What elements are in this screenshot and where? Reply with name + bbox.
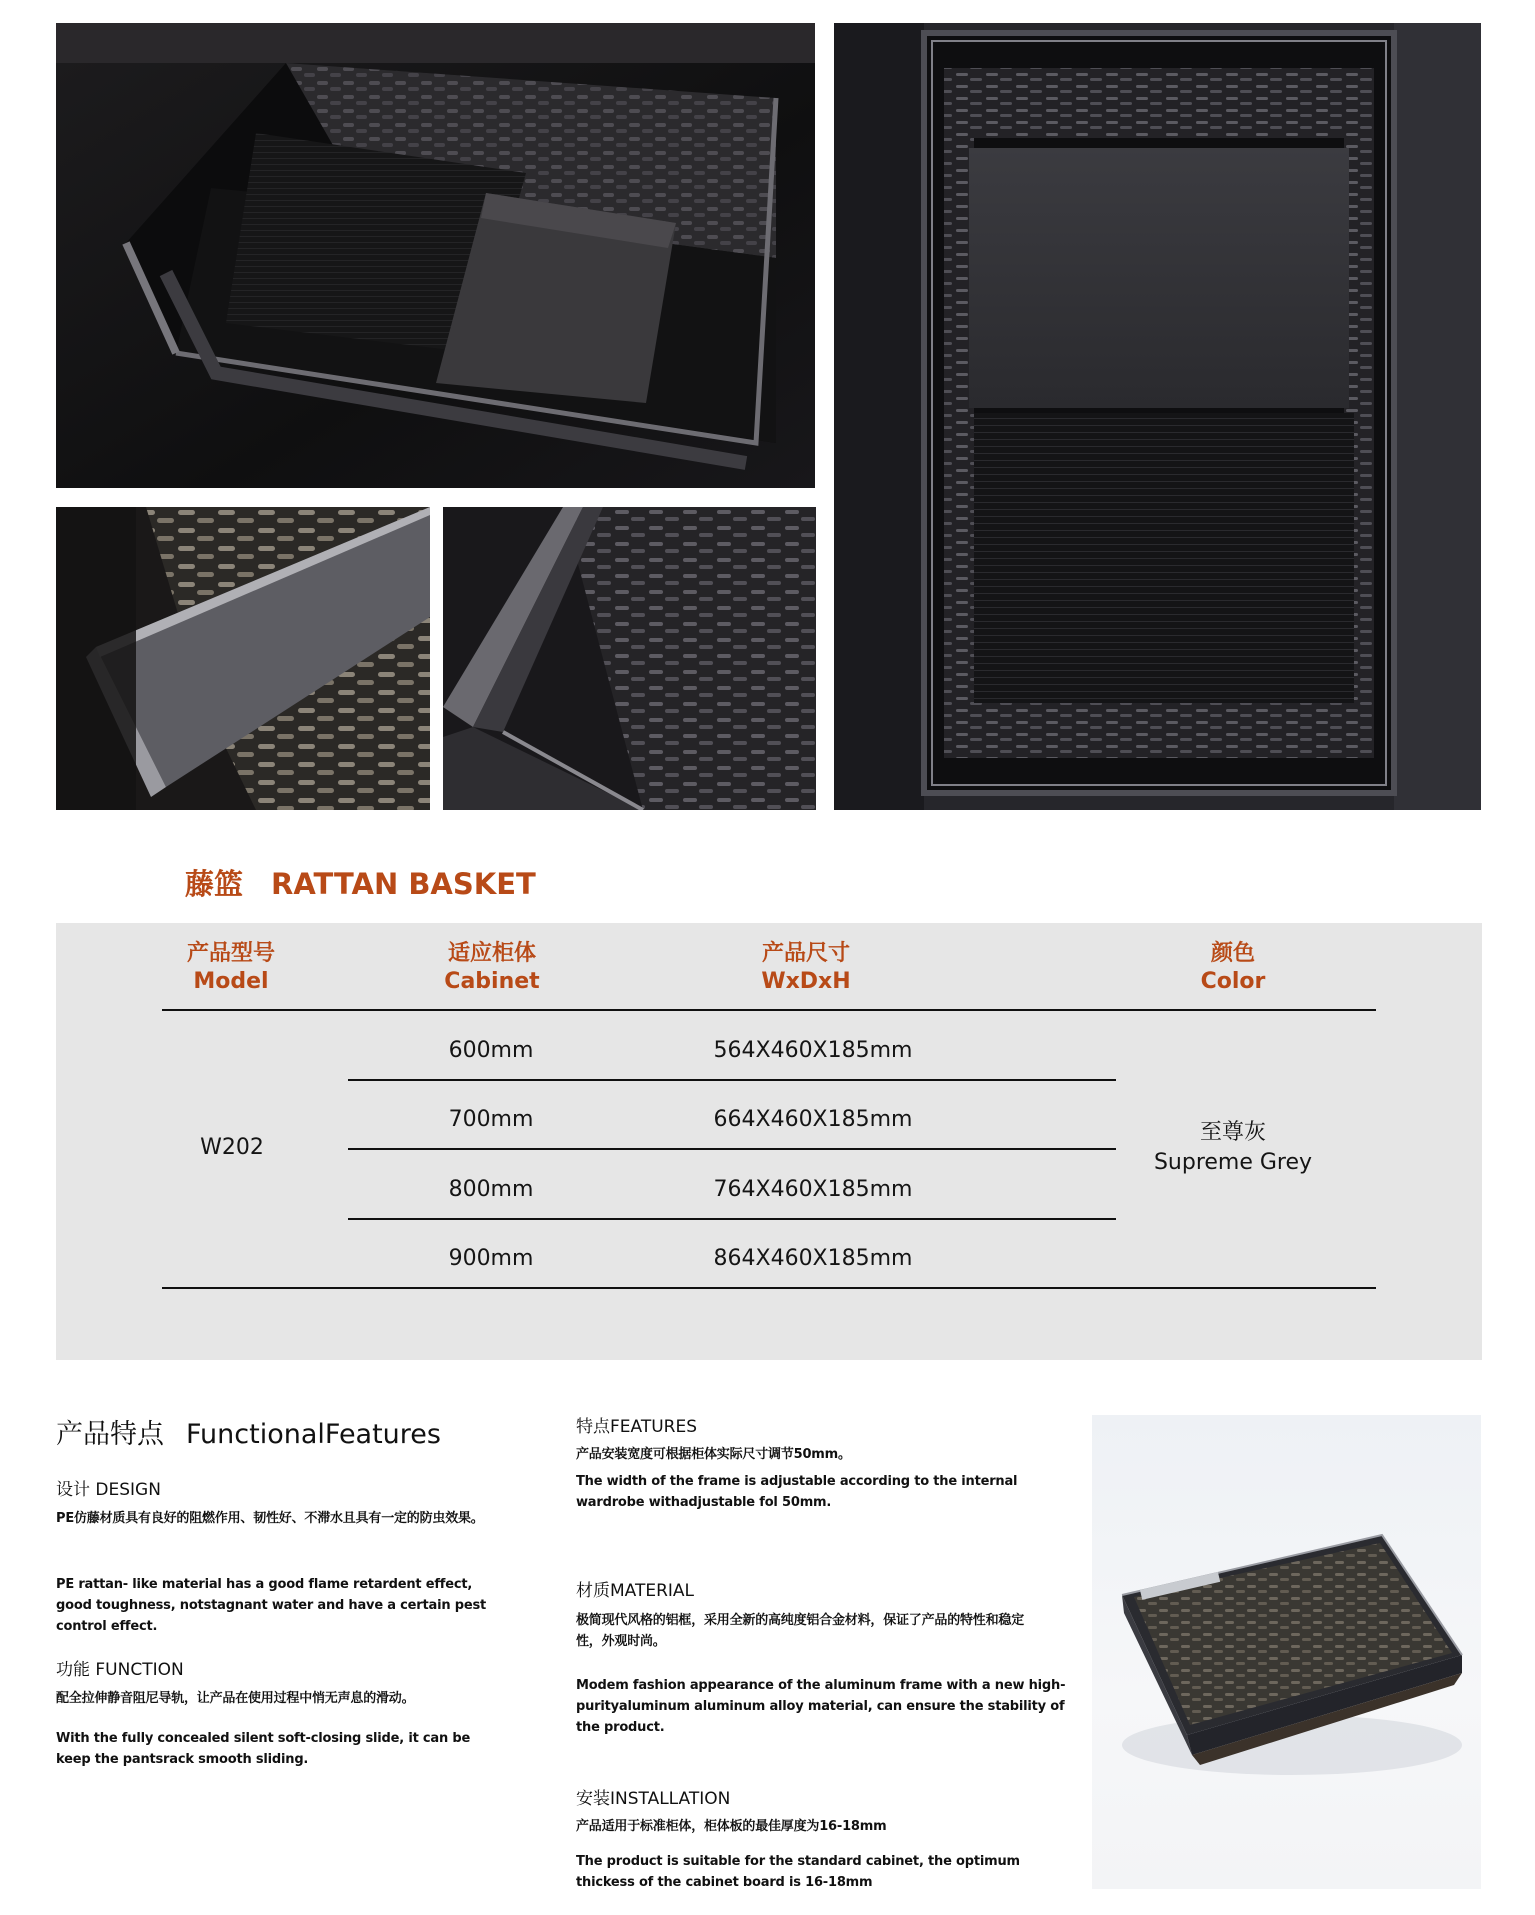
installation-text-en: The product is suitable for the standard cabinet, the optimum thickess of the cabinet board is 16-18mm bbox=[576, 1854, 1020, 1890]
cabinet-value: 600mm bbox=[448, 1038, 534, 1063]
cabinet-value: 700mm bbox=[448, 1107, 534, 1132]
table-row-divider bbox=[348, 1218, 1116, 1220]
cabinet-value: 900mm bbox=[448, 1246, 534, 1271]
design-heading: 设计 DESIGN bbox=[56, 1480, 161, 1500]
features-text-en: The width of the frame is adjustable according to the internal wardrobe withadjustable fol 50mm. bbox=[576, 1474, 1018, 1510]
header-model bbox=[187, 940, 275, 996]
model-value: W202 bbox=[200, 1135, 264, 1160]
table-row-divider bbox=[348, 1079, 1116, 1081]
product-photo-basket bbox=[1092, 1415, 1481, 1889]
features-heading-en: FunctionalFeatures bbox=[186, 1419, 441, 1450]
table-header-rule bbox=[162, 1009, 1376, 1011]
function-text-en: With the fully concealed silent soft-closing slide, it can be keep the pantsrack smooth sliding. bbox=[56, 1731, 471, 1767]
header-model-en: Model bbox=[193, 969, 269, 994]
header-color-en: Color bbox=[1200, 969, 1266, 994]
installation-heading: 安装INSTALLATION bbox=[576, 1789, 731, 1809]
photo-basket-top-view bbox=[834, 23, 1481, 810]
features-text-zh: 产品安装宽度可根据柜体实际尺寸调节50mm。 bbox=[576, 1447, 851, 1462]
photo-drawer-basket-angle bbox=[56, 23, 815, 488]
material-heading: 材质MATERIAL bbox=[576, 1581, 695, 1601]
color-value-zh: 至尊灰 bbox=[1199, 1120, 1266, 1145]
features-heading bbox=[56, 1412, 441, 1451]
function-text-zh: 配全拉伸静音阻尼导轨，让产品在使用过程中悄无声息的滑动。 bbox=[56, 1691, 415, 1706]
size-value: 664X460X185mm bbox=[713, 1107, 913, 1132]
photo-basket-corner-detail bbox=[443, 507, 816, 810]
size-value: 864X460X185mm bbox=[713, 1246, 913, 1271]
header-size-en: WxDxH bbox=[761, 969, 851, 994]
header-size-zh: 产品尺寸 bbox=[761, 941, 851, 966]
header-color-zh: 颜色 bbox=[1210, 941, 1256, 966]
color-value-en: Supreme Grey bbox=[1153, 1150, 1313, 1175]
header-model-zh: 产品型号 bbox=[186, 941, 276, 966]
product-title-zh: 藤篮 bbox=[185, 867, 244, 901]
size-value: 764X460X185mm bbox=[713, 1177, 913, 1202]
color-value bbox=[1154, 1118, 1312, 1178]
features-sub-heading: 特点FEATURES bbox=[576, 1417, 698, 1437]
material-text-zh: 极简现代风格的铝框，采用全新的高纯度铝合金材料，保证了产品的特性和稳定性，外观时尚。 bbox=[576, 1613, 1025, 1649]
product-title bbox=[185, 862, 536, 903]
product-title-en: RATTAN BASKET bbox=[271, 867, 536, 901]
size-value: 564X460X185mm bbox=[713, 1038, 913, 1063]
material-text-en: Modem fashion appearance of the aluminum frame with a new high-purityaluminum aluminum alloy material, can ensure the stability of the product. bbox=[576, 1678, 1066, 1735]
table-bottom-rule bbox=[162, 1287, 1376, 1289]
function-heading: 功能 FUNCTION bbox=[56, 1660, 184, 1680]
cabinet-value: 800mm bbox=[448, 1177, 534, 1202]
header-color bbox=[1201, 940, 1266, 996]
header-cabinet bbox=[444, 940, 539, 996]
design-text-en: PE rattan- like material has a good flame retardent effect, good toughness, notstagnant water and have a certain pest control effect. bbox=[56, 1577, 487, 1634]
design-text-zh: PE仿藤材质具有良好的阻燃作用、韧性好、不滞水且具有一定的防虫效果。 bbox=[56, 1511, 484, 1526]
installation-text-zh: 产品适用于标准柜体，柜体板的最佳厚度为16-18mm bbox=[576, 1819, 887, 1834]
table-row-divider bbox=[348, 1148, 1116, 1150]
photo-aluminum-frame-detail bbox=[56, 507, 430, 810]
header-cabinet-zh: 适应柜体 bbox=[447, 941, 537, 966]
features-heading-zh: 产品特点 bbox=[56, 1419, 164, 1450]
header-size bbox=[761, 940, 850, 996]
header-cabinet-en: Cabinet bbox=[444, 969, 540, 994]
